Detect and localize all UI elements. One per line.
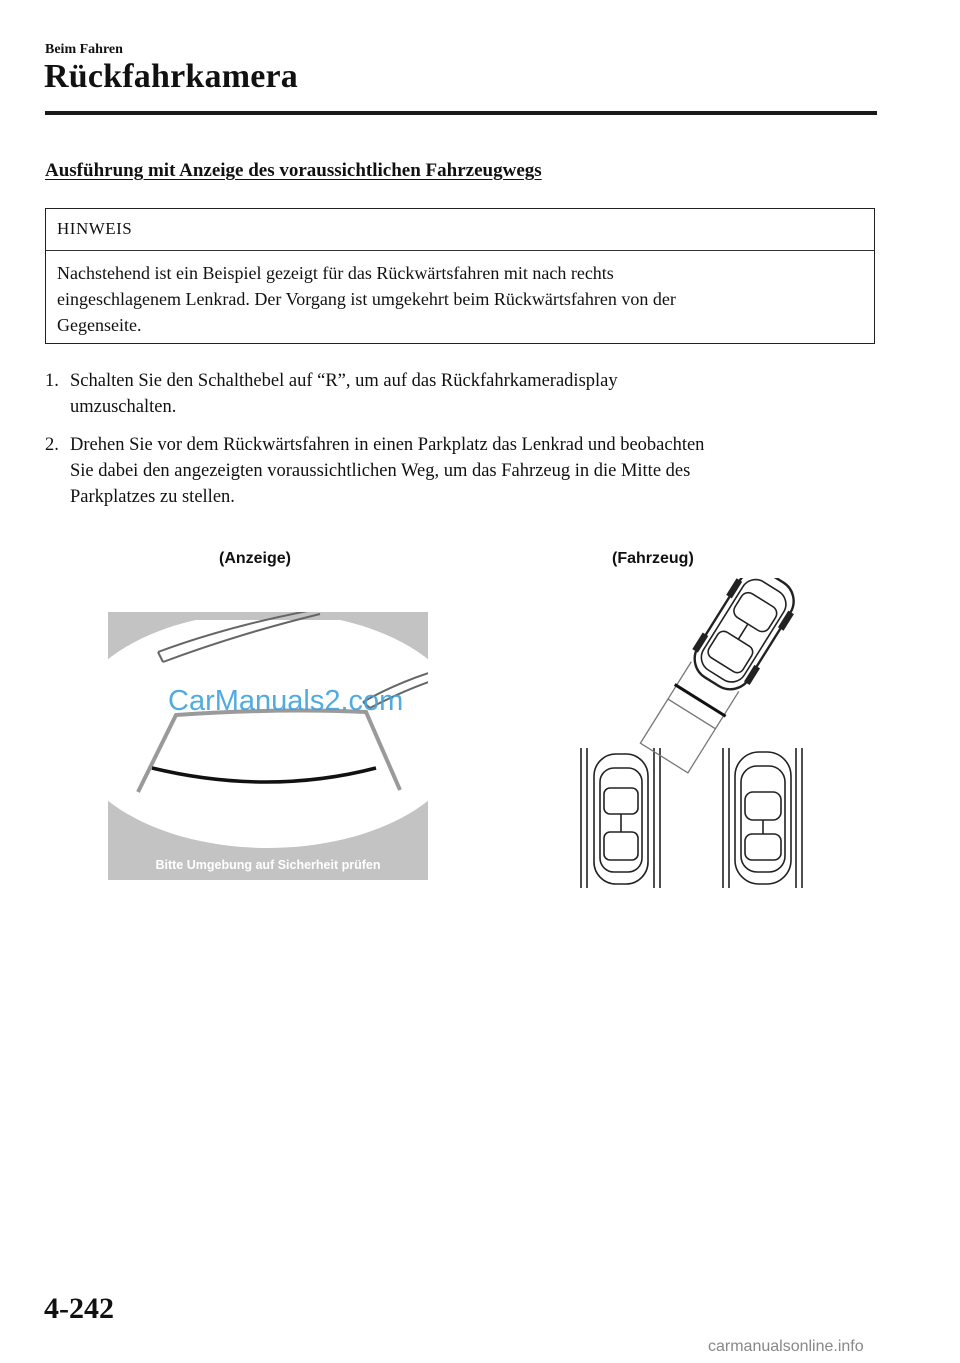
parked-car-right: [735, 752, 791, 884]
reversing-car: [684, 578, 805, 699]
step-line: Parkplatzes zu stellen.: [70, 487, 235, 507]
note-line: Gegenseite.: [57, 315, 142, 335]
display-label: (Anzeige): [219, 550, 291, 567]
step-line: umzuschalten.: [70, 397, 177, 417]
note-heading: HINWEIS: [46, 209, 874, 251]
screen-message: Bitte Umgebung auf Sicherheit prüfen: [155, 858, 381, 872]
note-body: [57, 260, 862, 338]
watermark: CarManuals2.com: [168, 685, 404, 717]
vehicle-label: (Fahrzeug): [612, 550, 694, 567]
subheading: Ausführung mit Anzeige des voraussichtlichen Fahrzeugwegs: [45, 160, 542, 181]
view-area: [108, 612, 428, 848]
footer-site: carmanualsonline.info: [708, 1338, 864, 1355]
step-line: Schalten Sie den Schalthebel auf “R”, um auf das Rückfahrkameradisplay: [70, 371, 618, 391]
step-number: 2.: [45, 435, 59, 455]
note-box: [45, 208, 875, 344]
title-divider: [45, 111, 877, 115]
section-label: Beim Fahren: [45, 42, 123, 57]
parked-car-left: [594, 754, 648, 884]
step-number: 1.: [45, 371, 59, 391]
page-number: 4-242: [44, 1292, 114, 1325]
note-line: eingeschlagenem Lenkrad. Der Vorgang ist umgekehrt beim Rückwärtsfahren von der: [57, 289, 676, 309]
parking-illustration: [574, 578, 814, 890]
step-line: Sie dabei den angezeigten voraussichtlichen Weg, um das Fahrzeug in die Mitte des: [70, 461, 691, 481]
page-title: Rückfahrkamera: [44, 58, 298, 95]
note-line: Nachstehend ist ein Beispiel gezeigt für das Rückwärtsfahren mit nach rechts: [57, 263, 614, 283]
camera-display-illustration: [108, 612, 428, 880]
step-line: Drehen Sie vor dem Rückwärtsfahren in einen Parkplatz das Lenkrad und beobachten: [70, 435, 705, 455]
